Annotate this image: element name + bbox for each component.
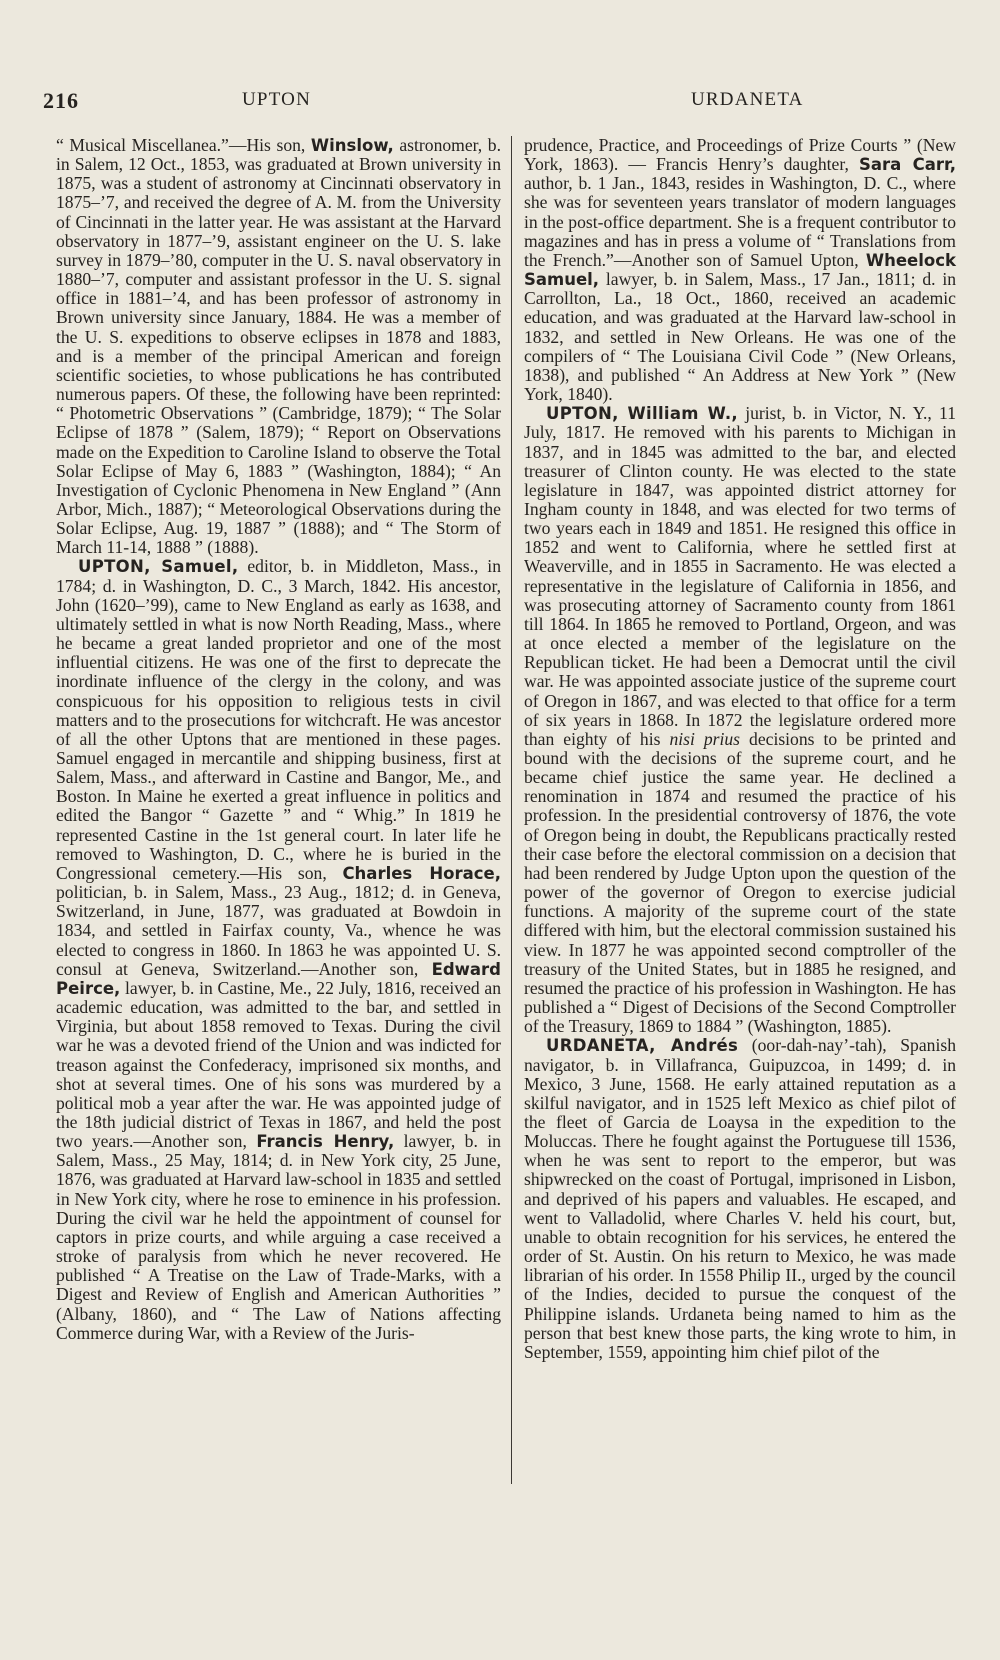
running-head-left: UPTON <box>242 89 311 110</box>
entry-samuel-upton: UPTON, Samuel, editor, b. in Middleton, Mass., in 1784; d. in Washington, D. C., 3 March, 1842. His ancestor, John (1620–’99), came to New England as early as 1638, and ultimately settled in what is now North Reading, Mass., where he became a great landed proprietor and one of the most influential citizens. He was one of the first to deprecate the inordinate influence of the clergy in the colony, and was conspicuous for his opposition to religious tests in civil matters and to the prosecutions for witchcraft. He was ancestor of all the other Uptons that are mentioned in these pages. Samuel engaged in mercantile and shipping business, first at Salem, Mass., and afterward in Castine and Bangor, Me., and Boston. In Maine he exerted a great influence in politics and edited the Bangor “ Gazette ” and “ Whig.” In 1819 he represented Castine in the 1st general court. In later life he removed to Washington, D. C., where he is buried in the Congressional cemetery.—His son, Charles Horace, politician, b. in Salem, Mass., 23 Aug., 1812; d. in Geneva, Switzerland, in June, 1877, was graduated at Bowdoin in 1834, and settled in Fairfax county, Va., whence he was elected to congress in 1860. In 1863 he was appointed U. S. consul at Geneva, Switzerland.—Another son, Edward Peirce, lawyer, b. in Castine, Me., 22 July, 1816, received an academic education, was admitted to the bar, and settled in Virginia, but about 1858 removed to Texas. During the civil war he was a devoted friend of the Union and was indicted for treason against the Confederacy, imprisoned six months, and shot at several times. One of his sons was murdered by a political mob a year after the war. He was appointed judge of the 18th judicial district of Texas in 1867, and held the post two years.—Another son, Francis Henry, lawyer, b. in Salem, Mass., 25 May, 1814; d. in New York city, 25 June, 1876, was graduated at Harvard law-school in 1835 and settled in New York city, where he rose to eminence in his profession. During the civil war he held the appointment of counsel for captors in prize courts, and while arguing a case received a stroke of paralysis from which he never recovered. He published “ A Treatise on the Law of Trade-Marks, with a Digest and Review of English and American Authorities ” (Albany, 1860), and “ The Law of Nations affecting Commerce during War, with a Review of the Juris- <box>56 556 501 1343</box>
entry-william-upton: UPTON, William W., jurist, b. in Victor, N. Y., 11 July, 1817. He removed with his parents to Michigan in 1837, and in 1845 was admitted to the bar, and elected treasurer of Clinton county. He was elected to the state legislature in 1847, was appointed district attorney for Ingham county in 1848, and was elected for two terms of two years each in 1849 and 1851. He resigned this office in 1852 and went to California, where he settled first at Weaverville, and in 1855 in Sacramento. He was elected a representative in the legislature of California in 1856, and was prosecuting attorney of Sacramento county from 1861 till 1864. In 1865 he removed to Portland, Orgeon, and was at once elected a member of the legislature on the Republican ticket. He had been a Democrat until the civil war. He was appointed associate justice of the supreme court of Oregon in 1867, and was elected to that office for a term of six years in 1868. In 1872 the legislature ordered more than eighty of his nisi prius decisions to be printed and bound with the decisions of the supreme court, and he became chief justice the same year. He declined a renomination in 1874 and resumed the practice of his profession. In the presidential controversy of 1876, the vote of Oregon being in doubt, the Republicans practically rested their case before the electoral commission on a decision that had been rendered by Judge Upton upon the question of the power of the governor of Oregon to exercise judicial functions. A majority of the supreme court of the state differed with him, but the electoral commission sustained his view. In 1877 he was appointed second comptroller of the treasury of the United States, but in 1885 he resigned, and resumed the practice of his profession in Washington. He has published a “ Digest of Decisions of the Second Comptroller of the Treasury, 1869 to 1884 ” (Washington, 1885). <box>524 403 956 1037</box>
entry-winslow-upton: “ Musical Miscellanea.”—His son, Winslow, astronomer, b. in Salem, 12 Oct., 1853, was graduated at Brown university in 1875, was a student of astronomy at Cincinnati observatory in 1875–’7, and received the degree of A. M. from the University of Cincinnati in the latter year. He was assistant at the Harvard observatory in 1877–’9, assistant engineer on the U. S. lake survey in 1879–’80, computer in the U. S. naval observatory in 1880–’7, computer and assistant professor in the U. S. signal office in 1881–’4, and has been professor of astronomy in Brown university since January, 1884. He was a member of the U. S. expeditions to observe eclipses in 1878 and 1883, and is a member of the principal American and foreign scientific societies, to whose publications he has contributed numerous papers. Of these, the following have been reprinted: “ Photometric Observations ” (Cambridge, 1879); “ The Solar Eclipse of 1878 ” (Salem, 1879); “ Report on Observations made on the Expedition to Caroline Island to observe the Total Solar Eclipse of May 6, 1883 ” (Washington, 1884); “ An Investigation of Cyclonic Phenomena in New England ” (Ann Arbor, Mich., 1887); “ Meteorological Observations during the Solar Eclipse, Aug. 19, 1887 ” (1888); and “ The Storm of March 11-14, 1888 ” (1888). <box>56 135 501 558</box>
entry-name: Wheelock Samuel, <box>524 250 956 290</box>
entry-headword: UPTON, Samuel, <box>78 557 239 577</box>
left-column <box>56 136 501 1343</box>
entry-continuation: prudence, Practice, and Proceedings of Prize Courts ” (New York, 1863). — Francis Henry’s daughter, Sara Carr, author, b. 1 Jan., 1843, resides in Washington, D. C., where she was for seventeen years translator of modern languages in the post-office department. She is a frequent contributor to magazines and has in press a volume of “ Translations from the French.”—Another son of Samuel Upton, Wheelock Samuel, lawyer, b. in Salem, Mass., 17 Jan., 1811; d. in Carrollton, La., 18 Oct., 1860, received an academic education, and was graduated at the Harvard law-school in 1832, and settled in New Orleans. He was one of the compilers of “ The Louisiana Civil Code ” (New Orleans, 1838), and published “ An Address at New York ” (New York, 1840). <box>524 135 956 405</box>
page-number: 216 <box>43 88 79 113</box>
entry-name: Edward Peirce, <box>56 959 501 998</box>
entry-andres-urdaneta: URDANETA, Andrés (oor-dah-nay’-tah), Spanish navigator, b. in Villafranca, Guipuzcoa, in 1499; d. in Mexico, 3 June, 1568. He early attained reputation as a skilful navigator, and in 1525 left Mexico as chief pilot of the fleet of Garcia de Loaysa in the expedition to the Moluccas. There he fought against the Portuguese till 1536, when he was sent to report to the emperor, but was shipwrecked on the coast of Portugal, imprisoned in Lisbon, and deprived of his papers and valuables. He escaped, and went to Valladolid, where Charles V. held his court, but, unable to obtain recognition for his services, he entered the order of St. Austin. On his return to Mexico, he was made librarian of his order. In 1558 Philip II., urged by the council of the Indies, decided to pursue the conquest of the Philippine islands. Urdaneta being named to him as the person that best knew those parts, the king wrote to him, in September, 1559, appointing him chief pilot of the <box>524 1035 956 1362</box>
entry-name: Sara Carr, <box>858 155 956 175</box>
running-head-right: URDANETA <box>691 89 804 110</box>
page-header <box>0 88 1000 118</box>
entry-headword: UPTON, William W., <box>546 404 738 424</box>
entry-name: Charles Horace, <box>342 863 501 883</box>
column-divider <box>511 136 512 1484</box>
entry-headword: URDANETA, Andrés <box>546 1036 739 1056</box>
entry-name: Winslow, <box>310 136 394 155</box>
italic-term: nisi prius <box>669 728 741 749</box>
entry-name: Francis Henry, <box>256 1132 395 1152</box>
right-column <box>524 136 956 1362</box>
